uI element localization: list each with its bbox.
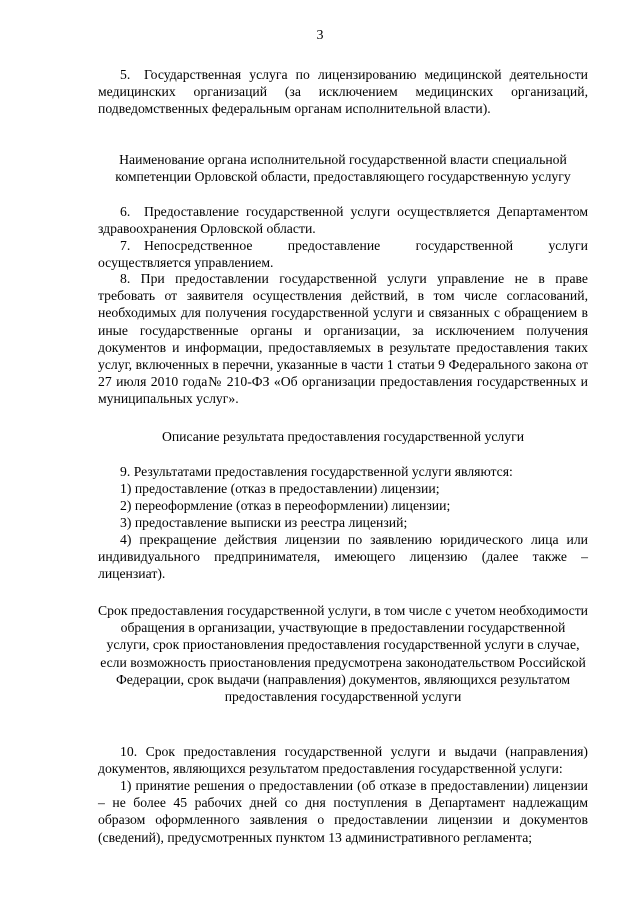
paragraph-6: 6. Предоставление государственной услуги осуществляется Департаментом здравоохранения Орловской области.: [98, 204, 588, 237]
paragraph-7: 7. Непосредственное предоставление государственной услуги осуществляется управлением.: [98, 238, 588, 271]
list-item: 4) прекращение действия лицензии по заявлению юридического лица или индивидуального предпринимателя, имеющего лицензию (далее также – лицензиат).: [98, 532, 588, 582]
section-heading-authority: Наименование органа исполнительной государственной власти специальной компетенции Орловской области, предоставляющего государственную услугу: [115, 152, 571, 185]
list-item: 2) переоформление (отказ в переоформлении) лицензии;: [120, 498, 451, 513]
list-item: 1) предоставление (отказ в предоставлении) лицензии;: [120, 481, 440, 496]
section-heading-term: Срок предоставления государственной услуги, в том числе с учетом необходимости обращения в организации, участвующие в предоставлении государственной услуги, срок приостановления предоставления государственной услуги в случае, если возможность приостановления предусмотрена законодательством Российской Федерации, срок выдачи (направления) документов, являющихся результатом предоставления государственной услуги: [98, 603, 589, 705]
page-number: 3: [316, 28, 324, 43]
paragraph-10-item-1: 1) принятие решения о предоставлении (об отказе в предоставлении) лицензии – не более 45 рабочих дней со дня поступления в Департамент надлежащим образом оформленного заявления о предоставлении лицензии и документов (сведений), предусмотренных пунктом 13 административного регламента;: [98, 778, 588, 845]
paragraph-10-intro: 10. Срок предоставления государственной услуги и выдачи (направления) документов, являющихся результатом предоставления государственной услуги:: [98, 744, 588, 777]
paragraph-8: 8. При предоставлении государственной услуги управление не в праве требовать от заявителя осуществления действий, в том числе согласований, необходимых для получения государственной услуги и связанных с обращением в иные государственные органы и организации, за исключением получения документов и информации, предоставляемых в результате предоставления таких услуг, включенных в перечни, указанные в части 1 статьи 9 Федерального закона от 27 июля 2010 года№ 210-ФЗ «Об организации предоставления государственных и муниципальных услуг».: [98, 271, 588, 407]
paragraph-9-intro: 9. Результатами предоставления государственной услуги являются:: [120, 464, 513, 479]
paragraph-5: 5. Государственная услуга по лицензированию медицинской деятельности медицинских организаций (за исключением медицинских организаций, подведомственных федеральным органам исполнительной власти).: [98, 67, 588, 117]
list-item: 3) предоставление выписки из реестра лицензий;: [120, 515, 408, 530]
section-heading-result: Описание результата предоставления государственной услуги: [161, 429, 525, 444]
